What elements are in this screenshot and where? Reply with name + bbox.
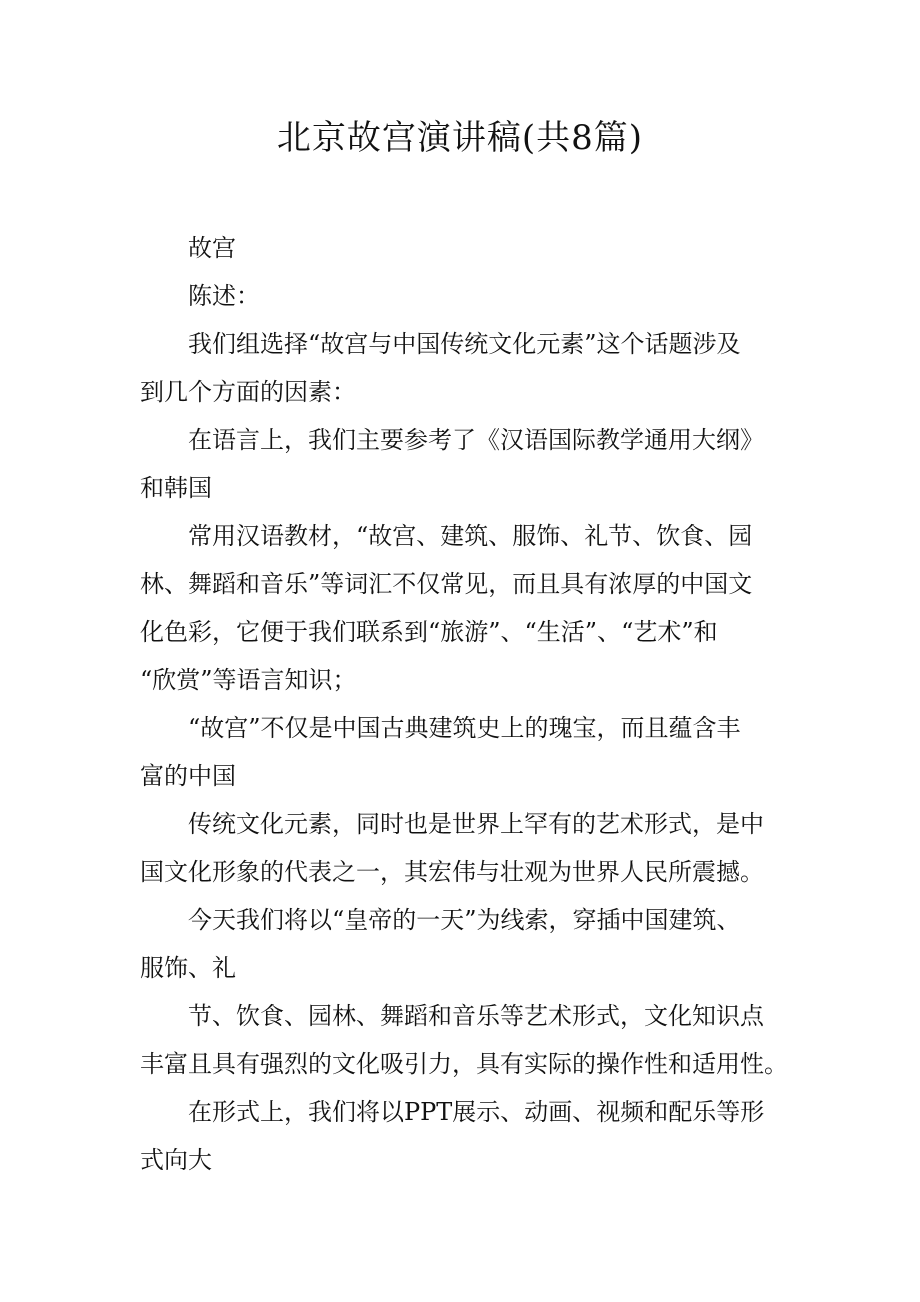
paragraph-line: 林、舞蹈和音乐”等词汇不仅常见，而且具有浓厚的中国文	[140, 570, 753, 598]
paragraph-2	[140, 272, 800, 320]
paragraph-4	[140, 416, 800, 512]
paragraph-3	[140, 320, 800, 416]
paragraph-line: 陈述：	[188, 282, 260, 310]
paragraph-line: 化色彩，它便于我们联系到“旅游”、“生活”、“艺术”和	[140, 618, 718, 646]
paragraph-line: 服饰、礼	[140, 954, 236, 982]
paragraph-7	[140, 800, 800, 896]
paragraph-line: 传统文化元素，同时也是世界上罕有的艺术形式，是中	[188, 810, 764, 838]
paragraph-line: 国文化形象的代表之一，其宏伟与壮观为世界人民所震撼。	[140, 858, 764, 886]
paragraph-line: 今天我们将以“皇帝的一天”为线索，穿插中国建筑、	[188, 906, 741, 934]
paragraph-1	[140, 224, 800, 272]
document-title: 北京故宫演讲稿(共8篇)	[276, 118, 644, 158]
paragraph-8	[140, 896, 800, 992]
paragraph-line: “故宫”不仅是中国古典建筑史上的瑰宝，而且蕴含丰	[188, 714, 741, 742]
paragraph-line: 丰富且具有强烈的文化吸引力，具有实际的操作性和适用性。	[140, 1050, 788, 1078]
paragraph-5	[140, 512, 800, 704]
paragraph-9	[140, 992, 800, 1088]
paragraph-line: 常用汉语教材，“故宫、建筑、服饰、礼节、饮食、园	[188, 522, 753, 550]
paragraph-line: 到几个方面的因素：	[140, 378, 356, 406]
paragraph-line: 和韩国	[140, 474, 212, 502]
paragraph-10	[140, 1088, 800, 1184]
paragraph-line: 故宫	[188, 234, 236, 262]
paragraph-6	[140, 704, 800, 800]
paragraph-line: 在语言上，我们主要参考了《汉语国际教学通用大纲》	[188, 426, 764, 454]
paragraph-line: 式向大	[140, 1146, 212, 1174]
paragraph-line: “欣赏”等语言知识；	[140, 666, 357, 694]
document-body	[140, 224, 800, 1184]
paragraph-line: 在形式上，我们将以PPT展示、动画、视频和配乐等形	[188, 1098, 765, 1126]
paragraph-line: 节、饮食、园林、舞蹈和音乐等艺术形式，文化知识点	[188, 1002, 764, 1030]
paragraph-line: 富的中国	[140, 762, 236, 790]
paragraph-line: 我们组选择“故宫与中国传统文化元素”这个话题涉及	[188, 330, 741, 358]
